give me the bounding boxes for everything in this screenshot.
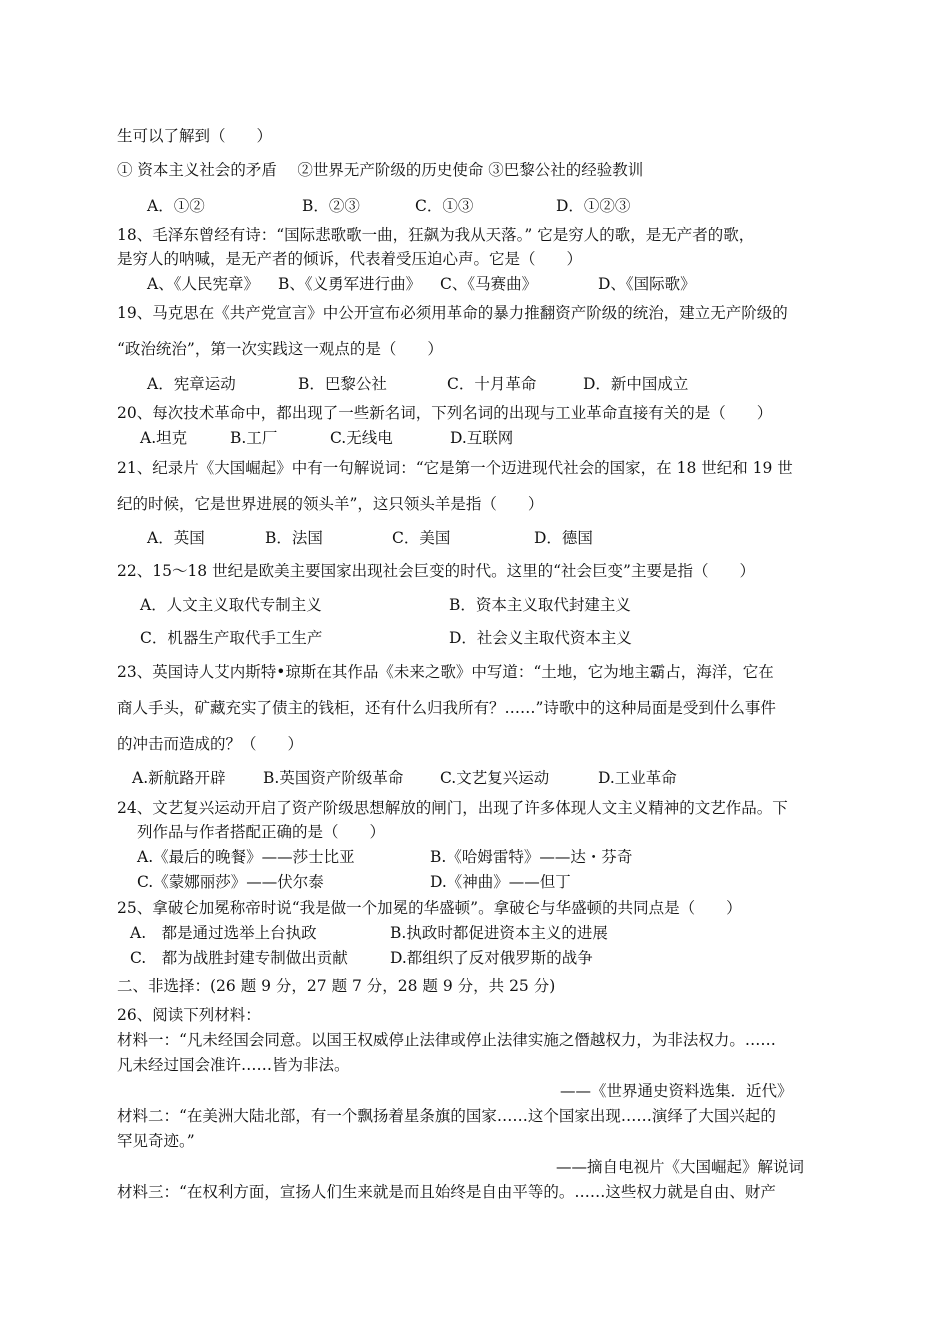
q23-option-c[interactable]: C.文艺复兴运动 — [440, 769, 550, 787]
q25-option-c[interactable]: C. 都为战胜封建专制做出贡献 — [130, 949, 348, 967]
q17-option-b[interactable]: B．②③ — [302, 197, 360, 215]
q25-line1: 25、拿破仑加冕称帝时说“我是做一个加冕的华盛顿”。拿破仑与华盛顿的共同点是（ ） — [117, 899, 742, 917]
q17-stem-tail: 生可以了解到（ ） — [117, 127, 273, 145]
q23-line2: 商人手头，矿藏充实了债主的钱柜，还有什么归我所有？……”诗歌中的这种局面是受到什么事件 — [117, 699, 776, 717]
q17-option-c[interactable]: C．①③ — [415, 197, 474, 215]
q25-option-b[interactable]: B.执政时都促进资本主义的进展 — [390, 924, 608, 942]
q22-option-b[interactable]: B．资本主义取代封建主义 — [449, 596, 631, 614]
q24-line1: 24、文艺复兴运动开启了资产阶级思想解放的闸门，出现了许多体现人文主义精神的文艺作品。下 — [117, 799, 788, 817]
q19-option-c[interactable]: C．十月革命 — [447, 375, 537, 393]
q21-option-c[interactable]: C．美国 — [392, 529, 451, 547]
q24-option-c[interactable]: C.《蒙娜丽莎》——伏尔泰 — [137, 873, 324, 891]
q19-option-b[interactable]: B．巴黎公社 — [298, 375, 387, 393]
q25-option-a[interactable]: A. 都是通过选举上台执政 — [130, 924, 317, 942]
q26-material3-line1: 材料三：“在权利方面，宣扬人们生来就是而且始终是自由平等的。……这些权力就是自由、财产 — [117, 1183, 776, 1201]
q26-material2-line2: 罕见奇迹。” — [117, 1132, 195, 1150]
q17-option-d[interactable]: D．①②③ — [556, 197, 631, 215]
q26-material2-source: ——摘自电视片《大国崛起》解说词 — [556, 1158, 805, 1176]
q25-option-d[interactable]: D.都组织了反对俄罗斯的战争 — [390, 949, 593, 967]
q21-option-d[interactable]: D．德国 — [534, 529, 593, 547]
q21-option-b[interactable]: B．法国 — [265, 529, 323, 547]
q19-line1: 19、马克思在《共产党宣言》中公开宣布必须用革命的暴力推翻资产阶级的统治，建立无产阶级的 — [117, 304, 788, 322]
q18-option-b[interactable]: B、《义勇军进行曲》 — [278, 275, 422, 293]
q26-material2-line1: 材料二：“在美洲大陆北部，有一个飘扬着星条旗的国家……这个国家出现……演绎了大国兴起的 — [117, 1107, 776, 1125]
q21-line1: 21、纪录片《大国崛起》中有一句解说词：“它是第一个迈进现代社会的国家，在 18 世纪和 19 世 — [117, 459, 793, 477]
q18-option-a[interactable]: A、《人民宪章》 — [147, 275, 259, 293]
q20-option-a[interactable]: A.坦克 — [140, 429, 188, 447]
q20-option-b[interactable]: B.工厂 — [230, 429, 278, 447]
q19-line2: “政治统治”，第一次实践这一观点的是（ ） — [117, 340, 443, 358]
q20-option-d[interactable]: D.互联网 — [450, 429, 514, 447]
q24-option-a[interactable]: A.《最后的晚餐》——莎士比亚 — [137, 848, 355, 866]
q18-line1: 18、毛泽东曾经有诗：“国际悲歌歌一曲，狂飙为我从天落。” 它是穷人的歌，是无产者的歌， — [117, 226, 755, 244]
q22-option-c[interactable]: C．机器生产取代手工生产 — [140, 629, 323, 647]
q22-option-d[interactable]: D．社会义主取代资本主义 — [449, 629, 632, 647]
q23-option-d[interactable]: D.工业革命 — [598, 769, 677, 787]
q26-material1-source: ——《世界通史资料选集．近代》 — [560, 1082, 793, 1100]
q24-line2: 列作品与作者搭配正确的是（ ） — [137, 823, 386, 841]
q17-items: ① 资本主义社会的矛盾 ②世界无产阶级的历史使命 ③巴黎公社的经验教训 — [117, 161, 644, 179]
q19-option-d[interactable]: D．新中国成立 — [583, 375, 689, 393]
q21-option-a[interactable]: A．英国 — [147, 529, 205, 547]
q26-intro: 26、阅读下列材料： — [117, 1006, 261, 1024]
q22-line1: 22、15～18 世纪是欧美主要国家出现社会巨变的时代。这里的“社会巨变”主要是指（ ） — [117, 562, 755, 580]
q26-material1-line1: 材料一：“凡未经国会同意。以国王权威停止法律或停止法律实施之僭越权力，为非法权力。…… — [117, 1031, 776, 1049]
q23-line3: 的冲击而造成的？（ ） — [117, 735, 304, 753]
q18-option-c[interactable]: C、《马赛曲》 — [440, 275, 538, 293]
q20-option-c[interactable]: C.无线电 — [330, 429, 393, 447]
q21-line2: 纪的时候，它是世界进展的领头羊”，这只领头羊是指（ ） — [117, 495, 544, 513]
q22-option-a[interactable]: A．人文主义取代专制主义 — [140, 596, 322, 614]
q18-line2: 是穷人的呐喊，是无产者的倾诉，代表着受压迫心声。它是（ ） — [117, 250, 583, 268]
q20-line1: 20、每次技术革命中，都出现了一些新名词，下列名词的出现与工业革命直接有关的是（ ） — [117, 404, 773, 422]
section-2-heading: 二、非选择：(26 题 9 分，27 题 7 分，28 题 9 分，共 25 分) — [117, 977, 556, 995]
q24-option-b[interactable]: B.《哈姆雷特》——达・芬奇 — [430, 848, 633, 866]
q18-option-d[interactable]: D、《国际歌》 — [598, 275, 696, 293]
q23-option-a[interactable]: A.新航路开辟 — [132, 769, 226, 787]
q23-option-b[interactable]: B.英国资产阶级革命 — [263, 769, 404, 787]
q24-option-d[interactable]: D.《神曲》——但丁 — [430, 873, 571, 891]
q23-line1: 23、英国诗人艾内斯特•琼斯在其作品《未来之歌》中写道：“土地，它为地主霸占，海洋，它在 — [117, 663, 774, 681]
q26-material1-line2: 凡未经过国会准许……皆为非法。 — [117, 1056, 350, 1074]
q19-option-a[interactable]: A．宪章运动 — [147, 375, 236, 393]
q17-option-a[interactable]: A．①② — [147, 197, 205, 215]
